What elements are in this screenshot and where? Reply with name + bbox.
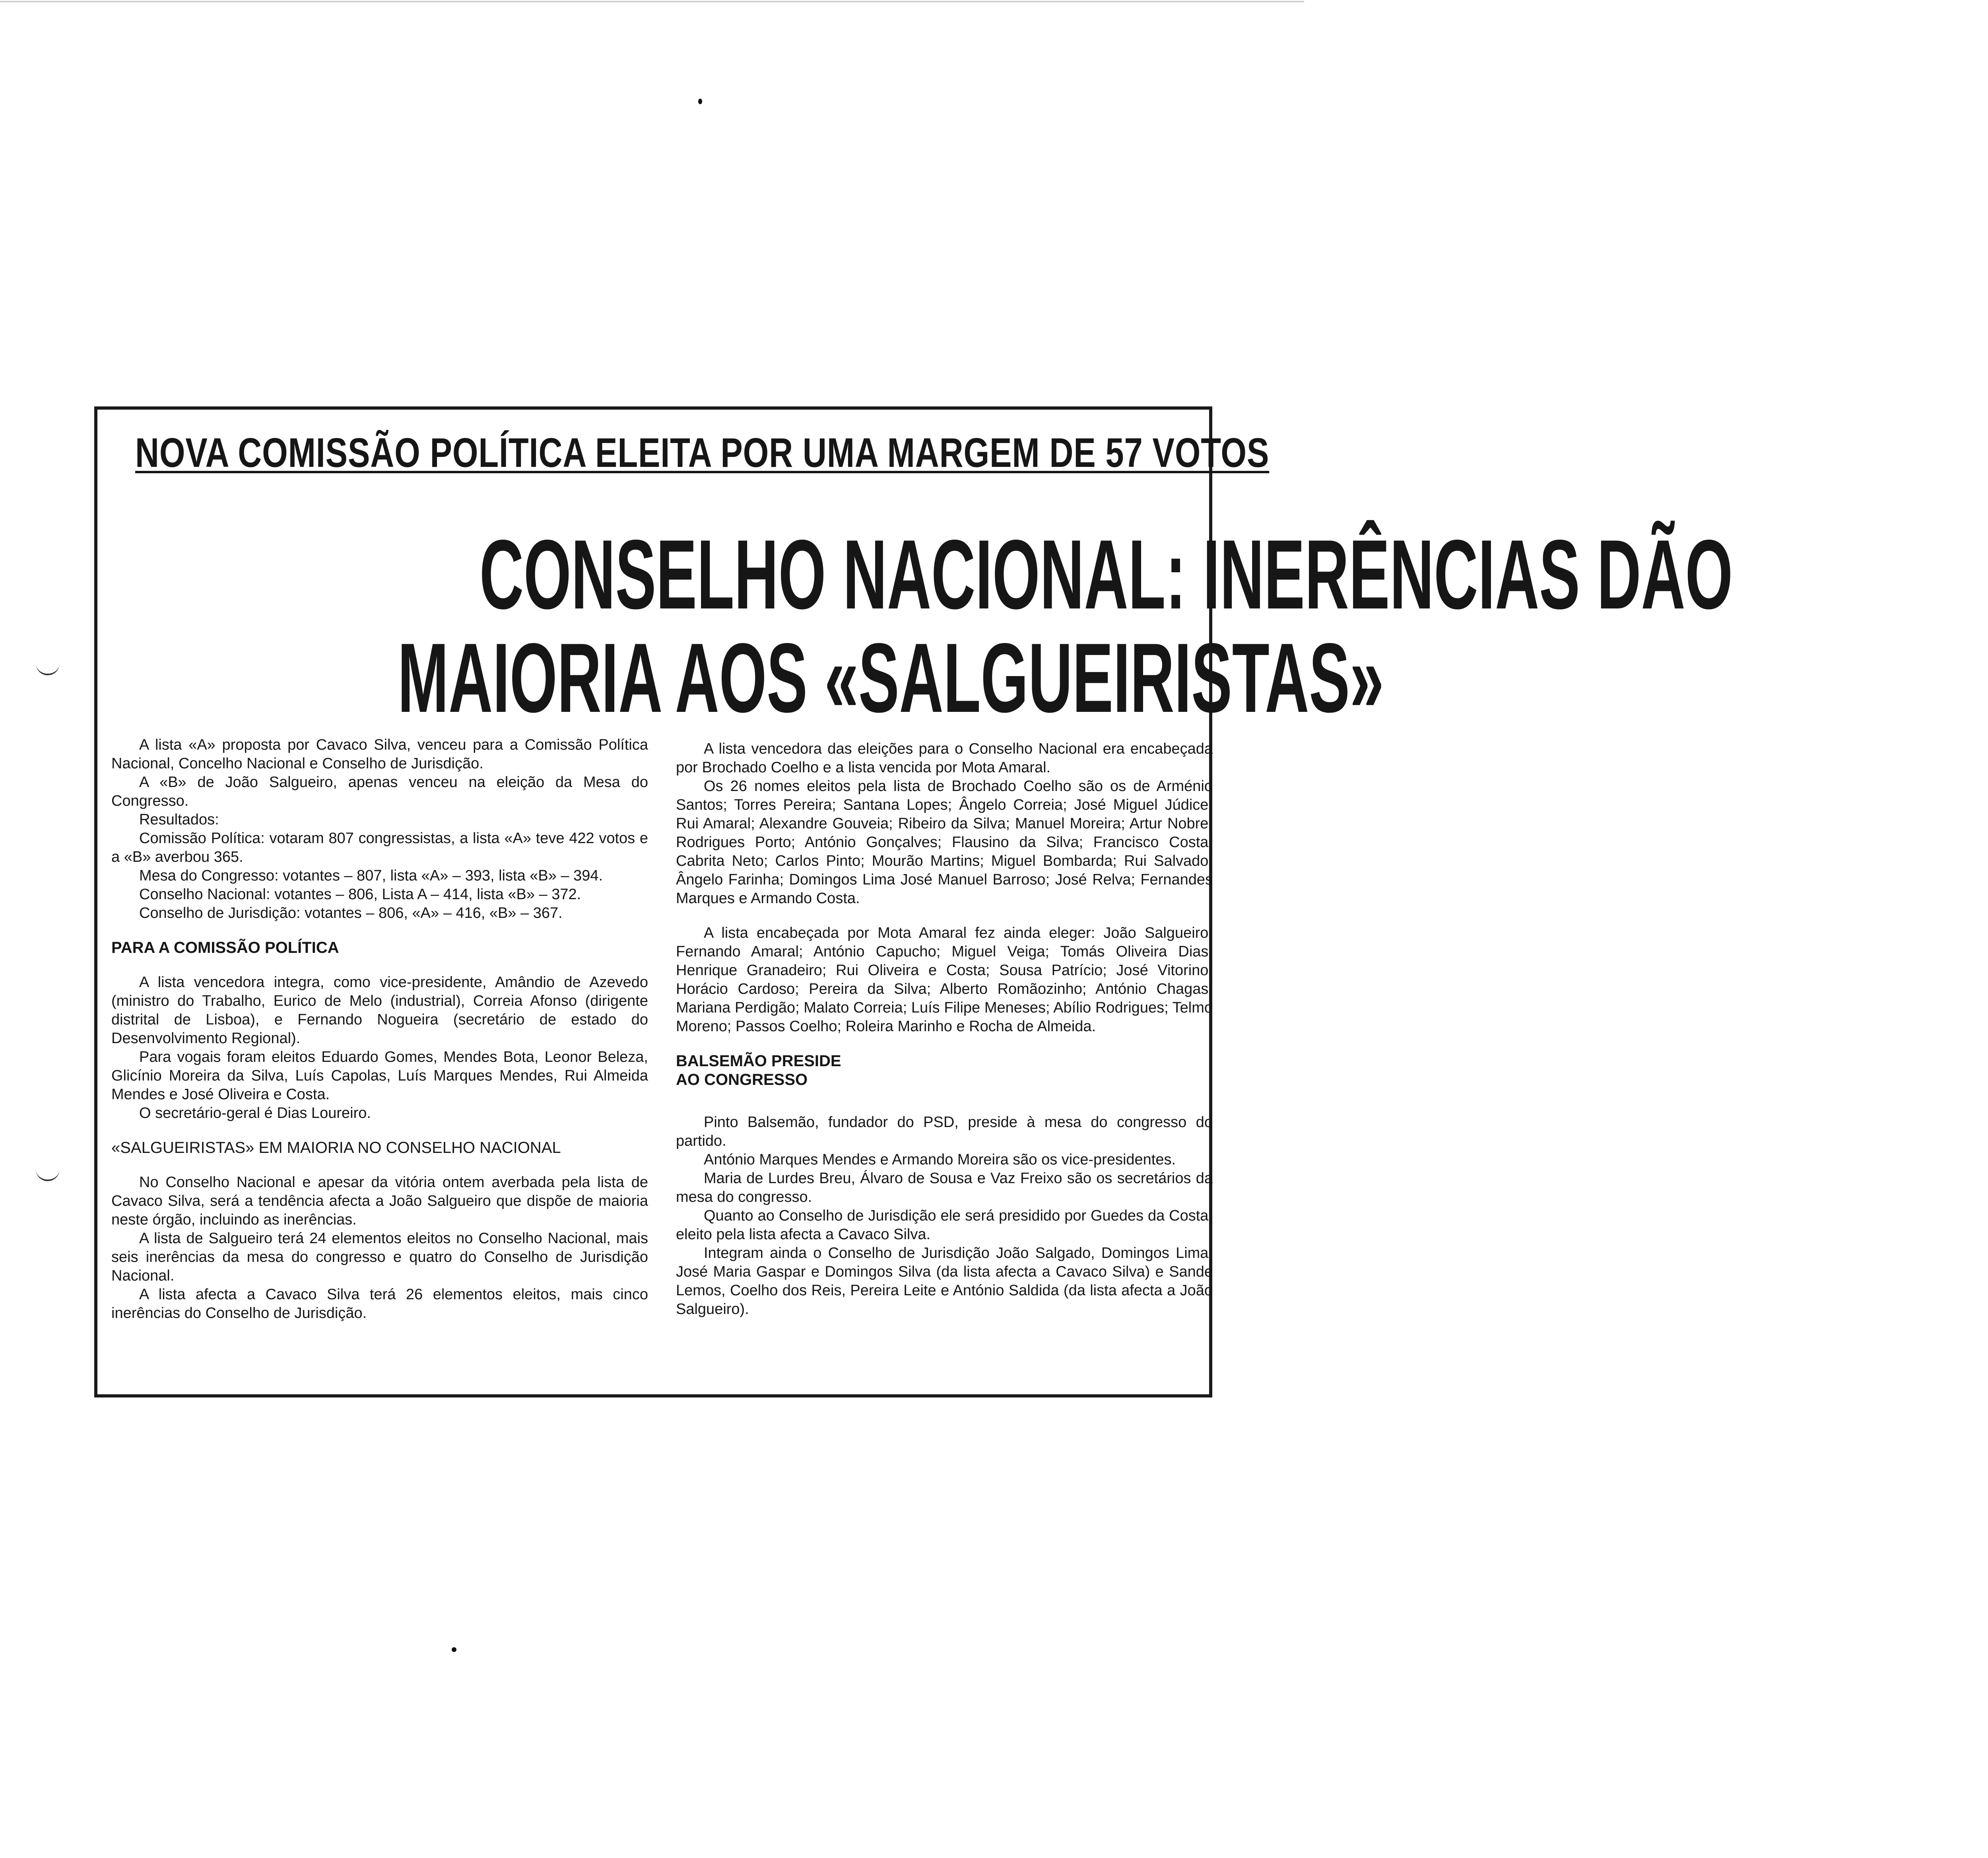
punch-hole-mark <box>36 663 60 675</box>
scan-speck <box>452 1647 456 1652</box>
result-line: Conselho de Jurisdição: votantes – 806, «A» – 416, «B» – 367. <box>139 905 563 921</box>
section-heading: PARA A COMISSÃO POLÍTICA <box>111 939 339 956</box>
punch-hole-mark <box>36 1169 60 1181</box>
section-heading: AO CONGRESSO <box>676 1071 808 1088</box>
body-paragraph: A lista de Salgueiro terá 24 elementos eleitos no Conselho Nacional, mais seis inerências da mesa do congresso e quatro do Conselho de Jurisdição Nacional. <box>111 1230 648 1284</box>
body-paragraph: Para vogais foram eleitos Eduardo Gomes, Mendes Bota, Leonor Beleza, Glicínio Moreira da Silva, Luís Capolas, Luís Marques Mendes, Rui Almeida Mendes e José Oliveira e Costa. <box>111 1049 648 1103</box>
article-headline-line-2: MAIORIA AOS «SALGUEIRISTAS» <box>398 622 1384 733</box>
scan-top-edge <box>0 1 1304 2</box>
result-line: Comissão Política: votaram 807 congressistas, a lista «A» teve 422 votos e a «B» averbou 365. <box>111 830 648 865</box>
article-kicker: NOVA COMISSÃO POLÍTICA ELEITA POR UMA MARGEM DE 57 VOTOS <box>135 430 1270 476</box>
scan-speck <box>698 99 702 104</box>
section-heading: BALSEMÃO PRESIDE <box>676 1052 841 1070</box>
body-paragraph: A lista encabeçada por Mota Amaral fez ainda eleger: João Salgueiro; Fernando Amaral; António Capucho; Miguel Veiga; Tomás Oliveira Dias; Henrique Granadeiro; Rui Oliveira e Costa; Sousa Patrício; José Vitorino; Horácio Cardoso; Pereira da Silva; Alberto Romãozinho; António Chagas; Mariana Perdigão; Malato Correia; Luís Filipe Meneses; Abílio Rodrigues; Telmo Moreno; Passos Coelho; Roleira Marinho e Rocha de Almeida. <box>676 925 1213 1035</box>
intro-paragraph: A «B» de João Salgueiro, apenas venceu na eleição da Mesa do Congresso. <box>111 774 648 809</box>
body-paragraph: A lista vencedora das eleições para o Conselho Nacional era encabeçada por Brochado Coelho e a lista vencida por Mota Amaral. <box>676 740 1213 776</box>
results-label: Resultados: <box>139 811 219 828</box>
body-paragraph: Pinto Balsemão, fundador do PSD, preside à mesa do congresso do partido. <box>676 1114 1213 1149</box>
body-paragraph: Os 26 nomes eleitos pela lista de Brochado Coelho são os de Arménio Santos; Torres Pereira; Santana Lopes; Ângelo Correia; José Miguel Júdice; Rui Amaral; Alexandre Gouveia; Ribeiro da Silva; Manuel Moreira; Artur Nobre; Rodrigues Porto; António Gonçalves; Flausino da Silva; Francisco Costa; Cabrita Neto; Carlos Pinto; Mourão Martins; Miguel Bombarda; Rui Salvado; Ângelo Farinha; Domingos Lima José Manuel Barroso; José Relva; Fernandes Marques e Armando Costa. <box>676 778 1213 907</box>
result-line: Mesa do Congresso: votantes – 807, lista «A» – 393, lista «B» – 394. <box>139 867 603 884</box>
body-paragraph: A lista vencedora integra, como vice-presidente, Amândio de Azevedo (ministro do Trabalho, Eurico de Melo (industrial), Correia Afonso (dirigente distrital de Lisboa), e Fernando Nogueira (secretário de estado do Desenvolvimento Regional). <box>111 974 648 1047</box>
body-paragraph: Integram ainda o Conselho de Jurisdição João Salgado, Domingos Lima, José Maria Gaspar e Domingos Silva (da lista afecta a Cavaco Silva) e Sande Lemos, Coelho dos Reis, Pereira Leite e António Saldida (da lista afecta a João Salgueiro). <box>676 1245 1213 1318</box>
body-paragraph: António Marques Mendes e Armando Moreira são os vice-presidentes. <box>704 1151 1176 1168</box>
left-column <box>111 736 648 1323</box>
result-line: Conselho Nacional: votantes – 806, Lista A – 414, lista «B» – 372. <box>139 886 581 903</box>
intro-paragraph: A lista «A» proposta por Cavaco Silva, venceu para a Comissão Política Nacional, Concelho Nacional e Conselho de Jurisdição. <box>111 737 648 772</box>
right-column <box>676 740 1213 1319</box>
body-paragraph: Quanto ao Conselho de Jurisdição ele será presidido por Guedes da Costa, eleito pela lista afecta a Cavaco Silva. <box>676 1207 1213 1243</box>
body-paragraph: Maria de Lurdes Breu, Álvaro de Sousa e Vaz Freixo são os secretários da mesa do congresso. <box>676 1170 1213 1205</box>
article-headline-line-1: CONSELHO NACIONAL: INERÊNCIAS DÃO <box>479 519 1733 630</box>
body-paragraph: A lista afecta a Cavaco Silva terá 26 elementos eleitos, mais cinco inerências do Conselho de Jurisdição. <box>111 1286 648 1322</box>
section-heading: «SALGUEIRISTAS» EM MAIORIA NO CONSELHO NACIONAL <box>111 1139 561 1156</box>
body-paragraph: No Conselho Nacional e apesar da vitória ontem averbada pela lista de Cavaco Silva, será a tendência afecta a João Salgueiro que dispõe de maioria neste órgão, incluindo as inerências. <box>111 1174 648 1228</box>
body-paragraph: O secretário-geral é Dias Loureiro. <box>139 1105 371 1121</box>
